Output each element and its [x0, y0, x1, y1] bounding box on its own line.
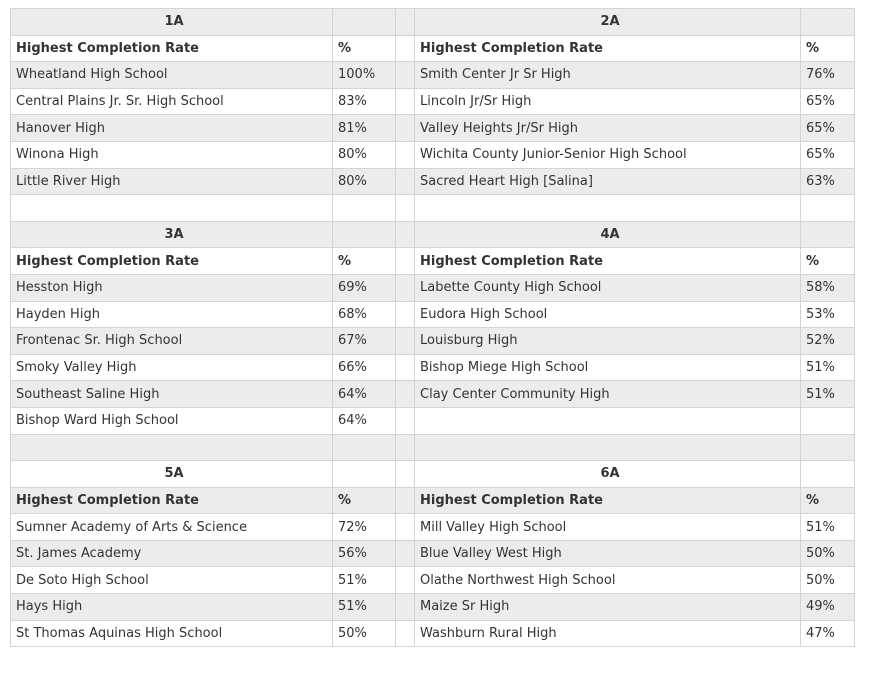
- spacer-cell: [801, 434, 855, 461]
- gap-cell: [396, 35, 415, 62]
- division-title: 1A: [11, 9, 333, 36]
- gap-cell: [396, 168, 415, 195]
- column-header-percent: %: [801, 35, 855, 62]
- completion-percent: 51%: [801, 381, 855, 408]
- school-name: Sumner Academy of Arts & Science: [11, 514, 333, 541]
- completion-percent: 65%: [801, 141, 855, 168]
- school-name: Hanover High: [11, 115, 333, 142]
- completion-percent: 64%: [333, 381, 396, 408]
- gap-cell: [396, 9, 415, 36]
- completion-percent: 53%: [801, 301, 855, 328]
- completion-percent: 51%: [801, 514, 855, 541]
- school-name: Central Plains Jr. Sr. High School: [11, 88, 333, 115]
- completion-percent: 66%: [333, 354, 396, 381]
- header-row: [11, 487, 855, 514]
- school-name: Mill Valley High School: [415, 514, 801, 541]
- completion-percent: 50%: [801, 567, 855, 594]
- column-header-school: Highest Completion Rate: [11, 35, 333, 62]
- school-name: Hayden High: [11, 301, 333, 328]
- column-header-percent: %: [801, 248, 855, 275]
- completion-percent: 72%: [333, 514, 396, 541]
- completion-percent: 52%: [801, 328, 855, 355]
- school-name: De Soto High School: [11, 567, 333, 594]
- completion-percent: 80%: [333, 141, 396, 168]
- column-header-school: Highest Completion Rate: [11, 487, 333, 514]
- completion-percent: 67%: [333, 328, 396, 355]
- school-name: Wheatland High School: [11, 62, 333, 89]
- school-name: Eudora High School: [415, 301, 801, 328]
- table-row: [11, 115, 855, 142]
- table-row: [11, 88, 855, 115]
- completion-percent: 51%: [333, 567, 396, 594]
- school-name: Olathe Northwest High School: [415, 567, 801, 594]
- completion-percent: 65%: [801, 115, 855, 142]
- gap-cell: [396, 62, 415, 89]
- gap-cell: [396, 487, 415, 514]
- header-row: [11, 35, 855, 62]
- school-name: [415, 407, 801, 434]
- school-name: Winona High: [11, 141, 333, 168]
- school-name: Labette County High School: [415, 274, 801, 301]
- gap-cell: [396, 301, 415, 328]
- school-name: Louisburg High: [415, 328, 801, 355]
- school-name: Blue Valley West High: [415, 540, 801, 567]
- completion-percent: 49%: [801, 594, 855, 621]
- completion-percent: 51%: [333, 594, 396, 621]
- spacer-cell: [11, 434, 333, 461]
- column-header-percent: %: [333, 35, 396, 62]
- completion-percent: 65%: [801, 88, 855, 115]
- school-name: Lincoln Jr/Sr High: [415, 88, 801, 115]
- spacer-cell: [415, 434, 801, 461]
- completion-percent: 81%: [333, 115, 396, 142]
- gap-cell: [396, 195, 415, 222]
- table-row: [11, 354, 855, 381]
- empty-cell: [801, 9, 855, 36]
- table-row: [11, 567, 855, 594]
- empty-cell: [801, 221, 855, 248]
- column-header-school: Highest Completion Rate: [415, 248, 801, 275]
- column-header-percent: %: [333, 487, 396, 514]
- completion-percent: [801, 407, 855, 434]
- completion-percent: 69%: [333, 274, 396, 301]
- school-name: Bishop Ward High School: [11, 407, 333, 434]
- division-title: 6A: [415, 461, 801, 488]
- table-row: [11, 141, 855, 168]
- gap-cell: [396, 434, 415, 461]
- table-row: [11, 540, 855, 567]
- gap-cell: [396, 461, 415, 488]
- completion-percent: 63%: [801, 168, 855, 195]
- school-name: Smoky Valley High: [11, 354, 333, 381]
- school-name: Washburn Rural High: [415, 620, 801, 647]
- empty-cell: [801, 461, 855, 488]
- gap-cell: [396, 620, 415, 647]
- spacer-cell: [11, 195, 333, 222]
- table-row: [11, 514, 855, 541]
- spacer-cell: [333, 434, 396, 461]
- completion-percent: 50%: [801, 540, 855, 567]
- gap-cell: [396, 88, 415, 115]
- school-name: Valley Heights Jr/Sr High: [415, 115, 801, 142]
- gap-cell: [396, 407, 415, 434]
- spacer-row: [11, 195, 855, 222]
- completion-percent: 100%: [333, 62, 396, 89]
- table-row: [11, 594, 855, 621]
- spacer-cell: [801, 195, 855, 222]
- completion-percent: 50%: [333, 620, 396, 647]
- school-name: Bishop Miege High School: [415, 354, 801, 381]
- gap-cell: [396, 540, 415, 567]
- school-name: Little River High: [11, 168, 333, 195]
- completion-percent: 51%: [801, 354, 855, 381]
- school-name: Hays High: [11, 594, 333, 621]
- column-header-percent: %: [333, 248, 396, 275]
- school-name: Maize Sr High: [415, 594, 801, 621]
- table-row: [11, 274, 855, 301]
- table-row: [11, 381, 855, 408]
- column-header-school: Highest Completion Rate: [415, 35, 801, 62]
- school-name: Sacred Heart High [Salina]: [415, 168, 801, 195]
- completion-percent: 47%: [801, 620, 855, 647]
- completion-percent: 64%: [333, 407, 396, 434]
- table-row: [11, 301, 855, 328]
- division-title: 2A: [415, 9, 801, 36]
- gap-cell: [396, 567, 415, 594]
- division-title: 3A: [11, 221, 333, 248]
- gap-cell: [396, 248, 415, 275]
- table-row: [11, 168, 855, 195]
- gap-cell: [396, 141, 415, 168]
- completion-percent: 83%: [333, 88, 396, 115]
- school-name: Hesston High: [11, 274, 333, 301]
- table-row: [11, 328, 855, 355]
- gap-cell: [396, 115, 415, 142]
- completion-percent: 56%: [333, 540, 396, 567]
- school-name: Frontenac Sr. High School: [11, 328, 333, 355]
- column-header-percent: %: [801, 487, 855, 514]
- gap-cell: [396, 594, 415, 621]
- gap-cell: [396, 381, 415, 408]
- completion-percent: 80%: [333, 168, 396, 195]
- completion-percent: 58%: [801, 274, 855, 301]
- gap-cell: [396, 221, 415, 248]
- gap-cell: [396, 354, 415, 381]
- title-row: [11, 9, 855, 36]
- header-row: [11, 248, 855, 275]
- spacer-cell: [415, 195, 801, 222]
- title-row: [11, 221, 855, 248]
- gap-cell: [396, 274, 415, 301]
- completion-rate-table: [10, 8, 855, 647]
- empty-cell: [333, 461, 396, 488]
- column-header-school: Highest Completion Rate: [415, 487, 801, 514]
- spacer-row: [11, 434, 855, 461]
- school-name: Southeast Saline High: [11, 381, 333, 408]
- table-row: [11, 407, 855, 434]
- column-header-school: Highest Completion Rate: [11, 248, 333, 275]
- division-title: 4A: [415, 221, 801, 248]
- completion-rate-tables: [10, 8, 855, 647]
- school-name: St. James Academy: [11, 540, 333, 567]
- completion-percent: 68%: [333, 301, 396, 328]
- division-title: 5A: [11, 461, 333, 488]
- gap-cell: [396, 328, 415, 355]
- school-name: Smith Center Jr Sr High: [415, 62, 801, 89]
- school-name: St Thomas Aquinas High School: [11, 620, 333, 647]
- completion-percent: 76%: [801, 62, 855, 89]
- table-row: [11, 62, 855, 89]
- school-name: Clay Center Community High: [415, 381, 801, 408]
- spacer-cell: [333, 195, 396, 222]
- table-row: [11, 620, 855, 647]
- gap-cell: [396, 514, 415, 541]
- school-name: Wichita County Junior-Senior High School: [415, 141, 801, 168]
- empty-cell: [333, 221, 396, 248]
- title-row: [11, 461, 855, 488]
- empty-cell: [333, 9, 396, 36]
